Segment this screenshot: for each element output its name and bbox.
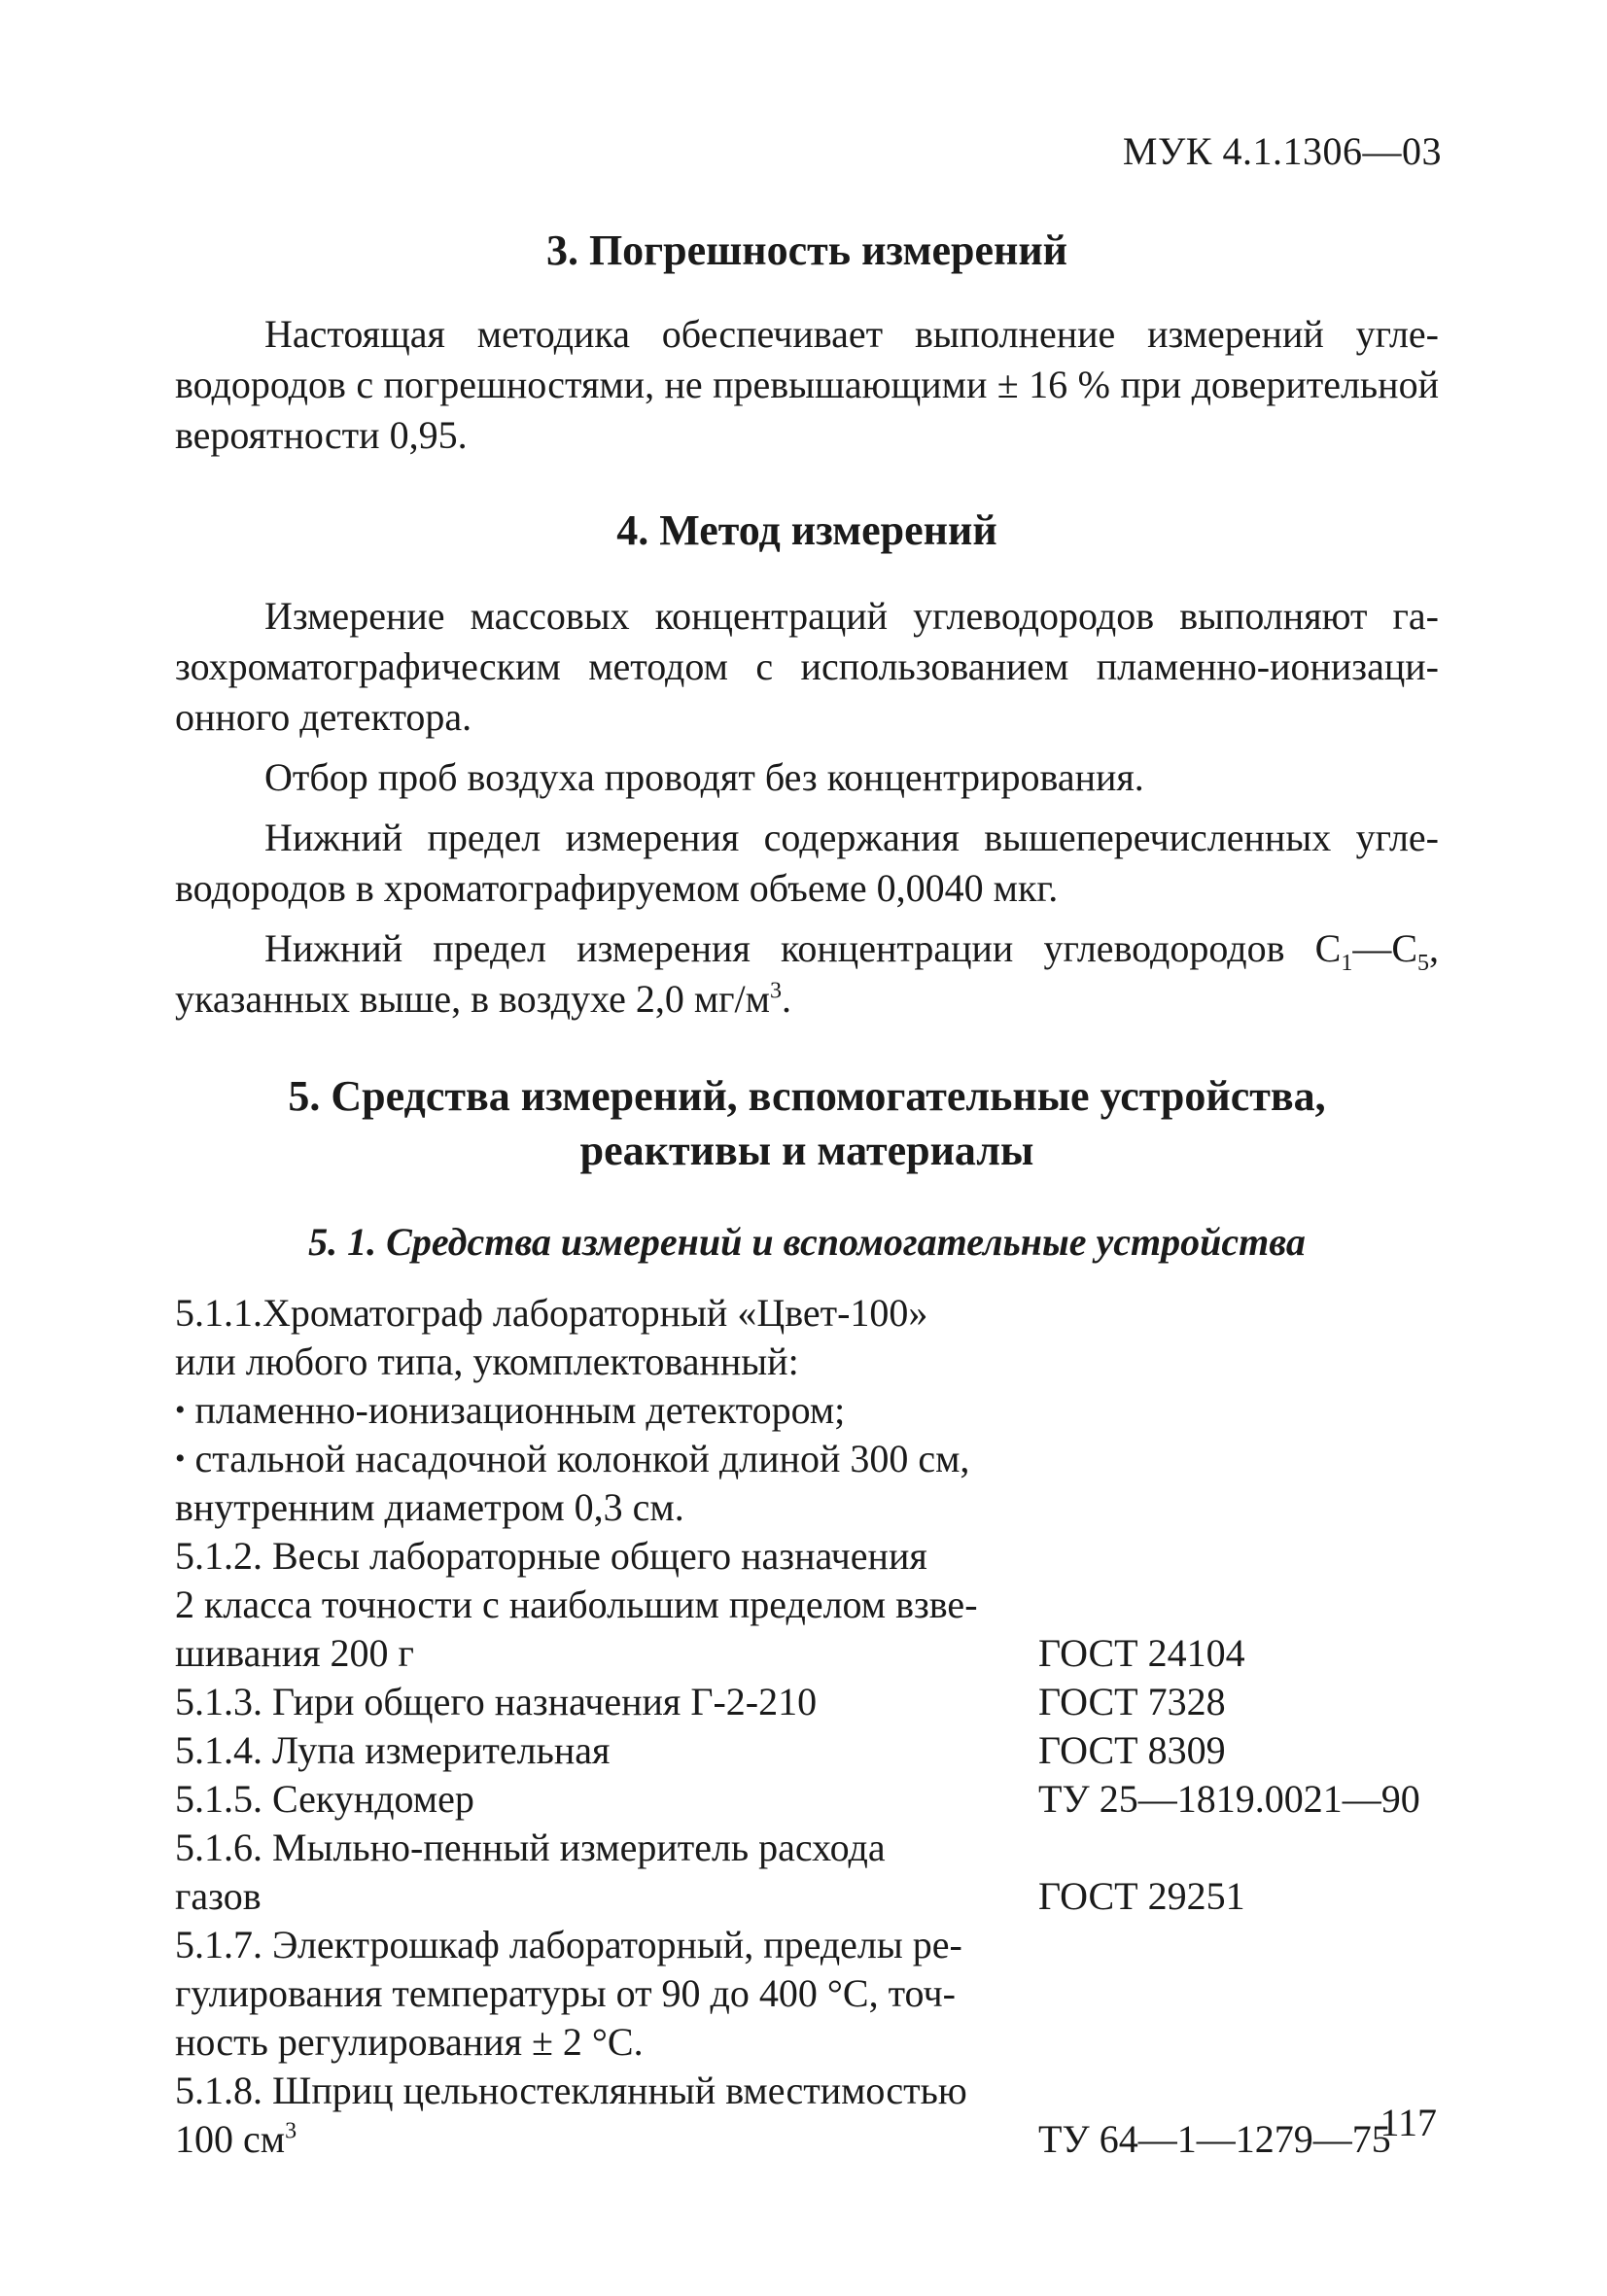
equipment-list xyxy=(175,1289,1439,2164)
page-content xyxy=(175,224,1439,2164)
p4-text-1: Нижний предел измерения концентрации углеводородов С xyxy=(264,926,1342,970)
page-number: 117 xyxy=(1380,2101,1437,2144)
section-4-paragraph-2: Отбор проб воздуха проводят без концентрирования. xyxy=(264,755,1144,799)
equipment-row xyxy=(175,1629,1439,1678)
equipment-description: 5.1.6. Мыльно-пенный измеритель расхода xyxy=(175,1826,886,1869)
section-4-paragraph-1: Измерение массовых концентраций углеводородов выполняют газохроматографическим методом с использованием пламенно-ионизационного детектора. xyxy=(175,594,1439,739)
equipment-standard xyxy=(1031,1824,1439,1872)
equipment-description: шивания 200 г xyxy=(175,1631,414,1675)
equipment-row xyxy=(175,1726,1439,1775)
equipment-description: гулирования температуры от 90 до 400 °С, точ- xyxy=(175,1971,956,2015)
equipment-standard: ТУ 25—1819.0021—90 xyxy=(1038,1777,1420,1821)
p4-sub-2: 5 xyxy=(1417,951,1429,976)
document-code: МУК 4.1.1306—03 xyxy=(1122,129,1442,173)
equipment-description: ность регулирования ± 2 °С. xyxy=(175,2020,644,2064)
p4-sup: 3 xyxy=(769,978,782,1004)
equipment-description: или любого типа, укомплектованный: xyxy=(175,1339,799,1383)
equipment-row xyxy=(175,2018,1439,2067)
section-5-title-line-1: 5. Средства измерений, вспомогательные устройства, xyxy=(288,1072,1326,1120)
equipment-row xyxy=(175,1969,1439,2018)
equipment-row xyxy=(175,1338,1439,1386)
equipment-standard: ГОСТ 24104 xyxy=(1038,1631,1245,1675)
equipment-description: 5.1.7. Электрошкаф лабораторный, пределы ре- xyxy=(175,1923,962,1966)
bullet-icon: • xyxy=(175,1394,186,1426)
equipment-standard xyxy=(1031,1483,1439,1532)
section-5-1-subtitle: 5. 1. Средства измерений и вспомогательные устройства xyxy=(308,1220,1306,1264)
equipment-description: 2 класса точности с наибольшим пределом взве- xyxy=(175,1583,978,1626)
equipment-standard xyxy=(1031,1921,1439,1969)
equipment-standard xyxy=(1031,1581,1439,1629)
section-4-title: 4. Метод измерений xyxy=(616,506,997,554)
bullet-icon: • xyxy=(175,1443,186,1475)
equipment-description: 5.1.3. Гири общего назначения Г-2-210 xyxy=(175,1680,818,1723)
equipment-standard: ТУ 64—1—1279—75 xyxy=(1038,2117,1391,2161)
equipment-description: 100 $см^3$ xyxy=(175,2117,297,2161)
equipment-row xyxy=(175,1581,1439,1629)
equipment-description: • стальной насадочной колонкой длиной 300 см, xyxy=(175,1437,970,1480)
equipment-row xyxy=(175,1386,1439,1435)
p4-end: . xyxy=(781,977,791,1021)
section-5-title xyxy=(175,1069,1439,1178)
equipment-standard xyxy=(1031,1532,1439,1581)
equipment-description: 5.1.8. Шприц цельностеклянный вместимостью xyxy=(175,2069,967,2112)
equipment-row xyxy=(175,1775,1439,1824)
equipment-row xyxy=(175,1824,1439,1872)
equipment-row xyxy=(175,2067,1439,2115)
equipment-standard: ГОСТ 8309 xyxy=(1038,1728,1226,1772)
equipment-row xyxy=(175,1289,1439,1338)
equipment-description: газов xyxy=(175,1874,262,1918)
equipment-row xyxy=(175,1483,1439,1532)
equipment-standard xyxy=(1031,1386,1439,1435)
p4-dash: —С xyxy=(1352,926,1417,970)
p4-text-2: , указанных выше, в воздухе 2,0 мг/м xyxy=(175,926,1439,1021)
equipment-description: 5.1.4. Лупа измерительная xyxy=(175,1728,611,1772)
equipment-description: 5.1.5. Секундомер xyxy=(175,1777,474,1821)
section-5-title-line-2: реактивы и материалы xyxy=(579,1127,1034,1174)
equipment-row xyxy=(175,1435,1439,1483)
equipment-description: • пламенно-ионизационным детектором; xyxy=(175,1388,846,1432)
equipment-standard xyxy=(1031,1435,1439,1483)
section-3-paragraph: Настоящая методика обеспечивает выполнение измерений углеводородов с погрешностями, не превышающими ± 16 % при доверительной вероятности 0,95. xyxy=(175,312,1439,457)
equipment-row xyxy=(175,1872,1439,1921)
equipment-row xyxy=(175,1532,1439,1581)
equipment-standard xyxy=(1031,2018,1439,2067)
superscript: 3 xyxy=(285,2118,297,2144)
equipment-row xyxy=(175,2115,1439,2164)
equipment-standard xyxy=(1031,2067,1439,2115)
equipment-description: 5.1.1.Хроматограф лабораторный «Цвет-100» xyxy=(175,1291,928,1335)
equipment-standard xyxy=(1031,1289,1439,1338)
equipment-standard xyxy=(1031,1969,1439,2018)
section-4-paragraph-4 xyxy=(175,923,1439,1025)
section-3-title: 3. Погрешность измерений xyxy=(545,226,1068,274)
equipment-standard xyxy=(1031,1338,1439,1386)
equipment-standard: ГОСТ 29251 xyxy=(1038,1874,1245,1918)
equipment-row xyxy=(175,1678,1439,1726)
p4-sub-1: 1 xyxy=(1341,951,1353,976)
section-4-paragraph-3: Нижний предел измерения содержания вышеперечисленных углеводородов в хроматографируемом объеме 0,0040 мкг. xyxy=(175,816,1439,910)
equipment-row xyxy=(175,1921,1439,1969)
equipment-description: 5.1.2. Весы лабораторные общего назначения xyxy=(175,1534,927,1578)
equipment-standard: ГОСТ 7328 xyxy=(1038,1680,1226,1723)
equipment-description: внутренним диаметром 0,3 см. xyxy=(175,1485,684,1529)
